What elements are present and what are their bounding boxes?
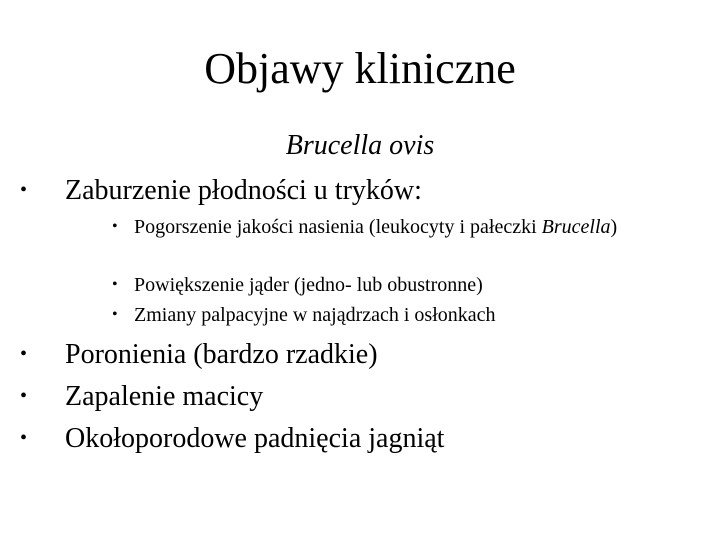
sub-bullet-italic-term: Brucella [541, 216, 611, 238]
bullet-item [20, 420, 444, 457]
sub-bullet-text [134, 215, 712, 239]
bullet-item [20, 378, 263, 415]
bullet-item [20, 172, 422, 209]
sub-bullet-text-part: ) [610, 216, 618, 238]
sub-bullet-item [112, 215, 712, 239]
slide-title: Objawy kliniczne [204, 44, 516, 93]
sub-bullet-text-part: Pogorszenie jakości nasienia (leukocyty i pałeczki [134, 216, 542, 238]
bullet-text: Zapalenie macicy [65, 381, 264, 412]
bullet-text: Zaburzenie płodności u tryków: [65, 175, 422, 206]
sub-bullet-marker: • [112, 306, 118, 323]
sub-bullet-marker: • [112, 218, 118, 235]
bullet-text: Okołoporodowe padnięcia jagniąt [65, 423, 445, 454]
bullet-marker: • [20, 385, 28, 407]
bullet-marker: • [20, 343, 28, 365]
bullet-marker: • [20, 427, 28, 449]
bullet-text: Poronienia (bardzo rzadkie) [65, 339, 378, 370]
sub-bullet-item [112, 273, 712, 297]
bullet-marker: • [20, 179, 28, 201]
sub-bullet-text: Zmiany palpacyjne w najądrzach i osłonkach [134, 304, 496, 326]
slide-subtitle: Brucella ovis [285, 130, 435, 161]
sub-bullet-item [112, 303, 712, 327]
sub-bullet-text: Powiększenie jąder (jedno- lub obustronne) [134, 274, 483, 296]
bullet-item [20, 336, 378, 373]
sub-bullet-marker: • [112, 276, 118, 293]
